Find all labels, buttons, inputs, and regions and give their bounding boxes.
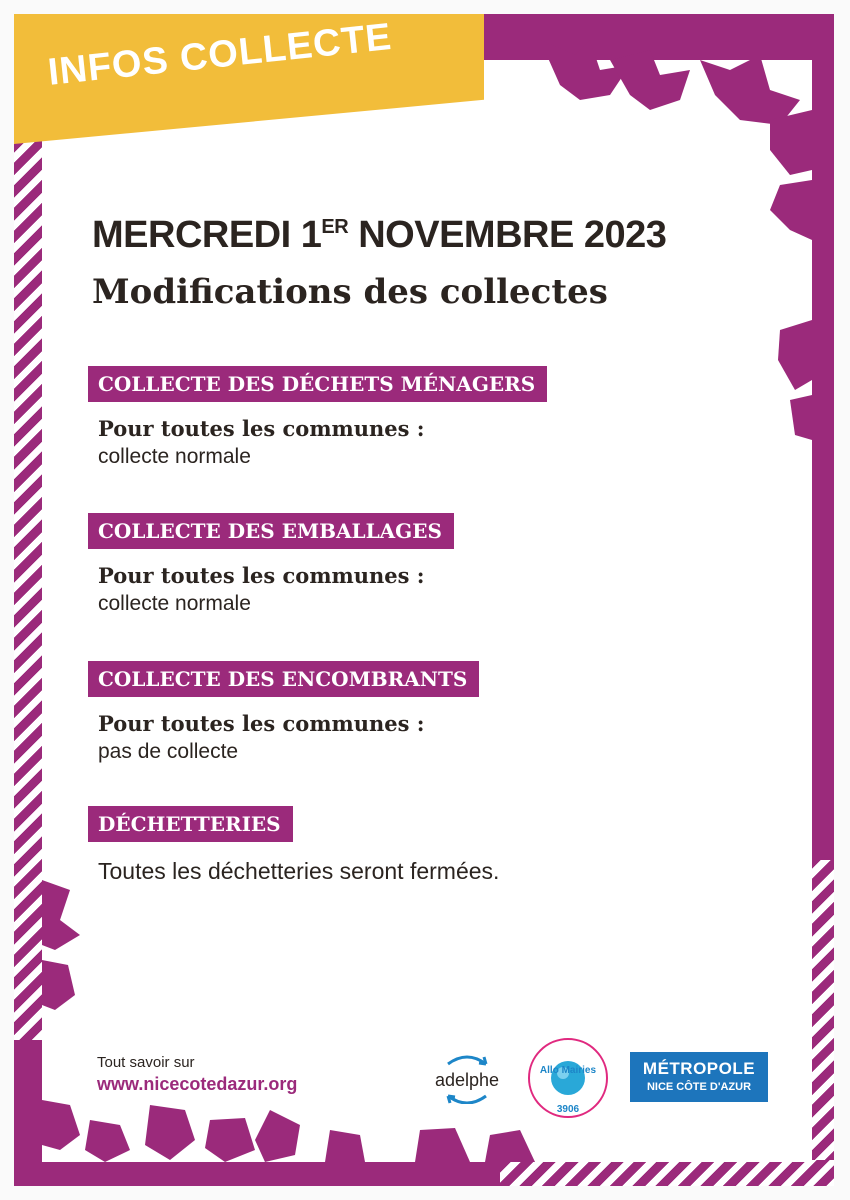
adelphe-logo-icon [418, 1054, 516, 1104]
metropole-logo-icon [630, 1052, 768, 1102]
section-recycling-centers [88, 806, 499, 885]
section-tag: DÉCHETTERIES [88, 806, 293, 842]
section-household-waste [88, 366, 547, 469]
title-superscript: ER [321, 216, 349, 238]
section-detail: collecte normale [98, 592, 251, 615]
metropole-line2: NICE CÔTE D'AZUR [646, 1081, 752, 1093]
title-prefix: MERCREDI 1 [92, 214, 322, 256]
section-detail: collecte normale [98, 445, 251, 468]
section-packaging [88, 513, 454, 616]
section-tag: COLLECTE DES ENCOMBRANTS [88, 661, 479, 697]
section-detail: pas de collecte [98, 740, 239, 763]
section-lead: Pour toutes les communes : [98, 416, 425, 441]
adelphe-label: adelphe [434, 1070, 500, 1090]
section-tag: COLLECTE DES EMBALLAGES [88, 513, 454, 549]
section-bulky-items [88, 661, 479, 764]
website-link[interactable]: www.nicecotedazur.org [97, 1074, 298, 1094]
allo-mairies-logo-icon [526, 1036, 610, 1120]
page-title [92, 214, 666, 257]
title-suffix: NOVEMBRE 2023 [348, 214, 667, 256]
page-subtitle: Modifications des collectes [92, 272, 608, 312]
left-stripes [14, 140, 44, 1040]
metropole-line1: MÉTROPOLE [642, 1059, 756, 1078]
section-lead: Pour toutes les communes : [98, 711, 425, 736]
banner-label: INFOS COLLECTE [46, 15, 394, 94]
section-lead: Pour toutes les communes : [98, 563, 425, 588]
bottom-stripes [500, 1160, 834, 1186]
footer-label: Tout savoir sur [97, 1054, 195, 1071]
allo-mairies-label: Allo Mairies 3906 [539, 1065, 597, 1115]
section-tag: COLLECTE DES DÉCHETS MÉNAGERS [88, 366, 547, 402]
section-detail: Toutes les déchetteries seront fermées. [98, 858, 500, 884]
